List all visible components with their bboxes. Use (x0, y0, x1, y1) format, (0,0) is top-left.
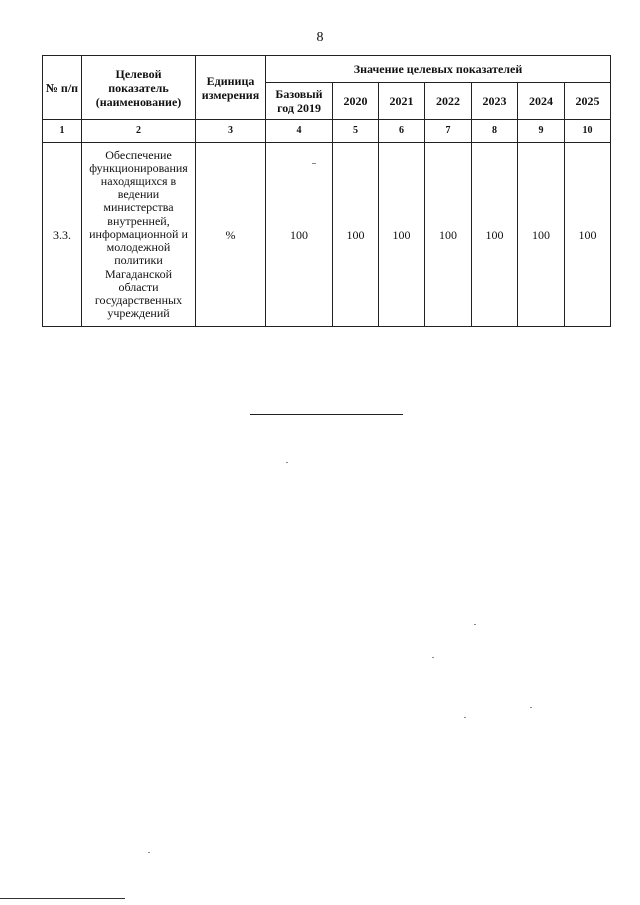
column-number: 4 (266, 120, 333, 143)
header-values-group: Значение целевых показателей (266, 56, 611, 83)
scan-speck (464, 717, 466, 718)
column-number: 10 (565, 120, 611, 143)
header-year-2023: 2023 (472, 83, 518, 120)
column-number: 8 (472, 120, 518, 143)
page-number: 8 (316, 30, 324, 45)
column-number: 6 (379, 120, 425, 143)
header-indicator: Целевой показатель (наименование) (82, 56, 196, 120)
column-number: 3 (196, 120, 266, 143)
column-number: 9 (518, 120, 565, 143)
scan-speck (286, 462, 288, 463)
value-cell: 100 (266, 143, 333, 327)
row-number: 3.3. (43, 143, 82, 327)
column-number: 1 (43, 120, 82, 143)
scan-speck (148, 852, 150, 853)
column-number: 7 (425, 120, 472, 143)
header-year-2025: 2025 (565, 83, 611, 120)
column-number: 5 (333, 120, 379, 143)
value-cell: 100 (472, 143, 518, 327)
value-cell: 100 (518, 143, 565, 327)
header-year-2024: 2024 (518, 83, 565, 120)
column-numbers-row (43, 120, 611, 143)
value-cell: 100 (333, 143, 379, 327)
unit-value: % (196, 143, 266, 327)
header-year-2021: 2021 (379, 83, 425, 120)
header-year-2020: 2020 (333, 83, 379, 120)
scan-speck (474, 624, 476, 625)
header-num: № п/п (43, 56, 82, 120)
header-unit: Единица измерения (196, 56, 266, 120)
header-year-base: Базовый год 2019 (266, 83, 333, 120)
value-cell: 100 (425, 143, 472, 327)
footer-rule (0, 898, 125, 899)
indicator-name: Обеспечение функционирования находящихся в ведении министерства внутренней, информационной и молодежной политики Магаданской области государственных учреждений (82, 143, 196, 327)
table-row (43, 143, 611, 327)
value-cell: 100 (565, 143, 611, 327)
header-year-2022: 2022 (425, 83, 472, 120)
scan-speck (312, 163, 316, 164)
header-row (43, 56, 611, 83)
indicators-table (42, 55, 611, 327)
value-cell: 100 (379, 143, 425, 327)
scan-speck (432, 657, 434, 658)
column-number: 2 (82, 120, 196, 143)
scan-speck (530, 707, 532, 708)
end-of-document-rule (250, 414, 403, 415)
